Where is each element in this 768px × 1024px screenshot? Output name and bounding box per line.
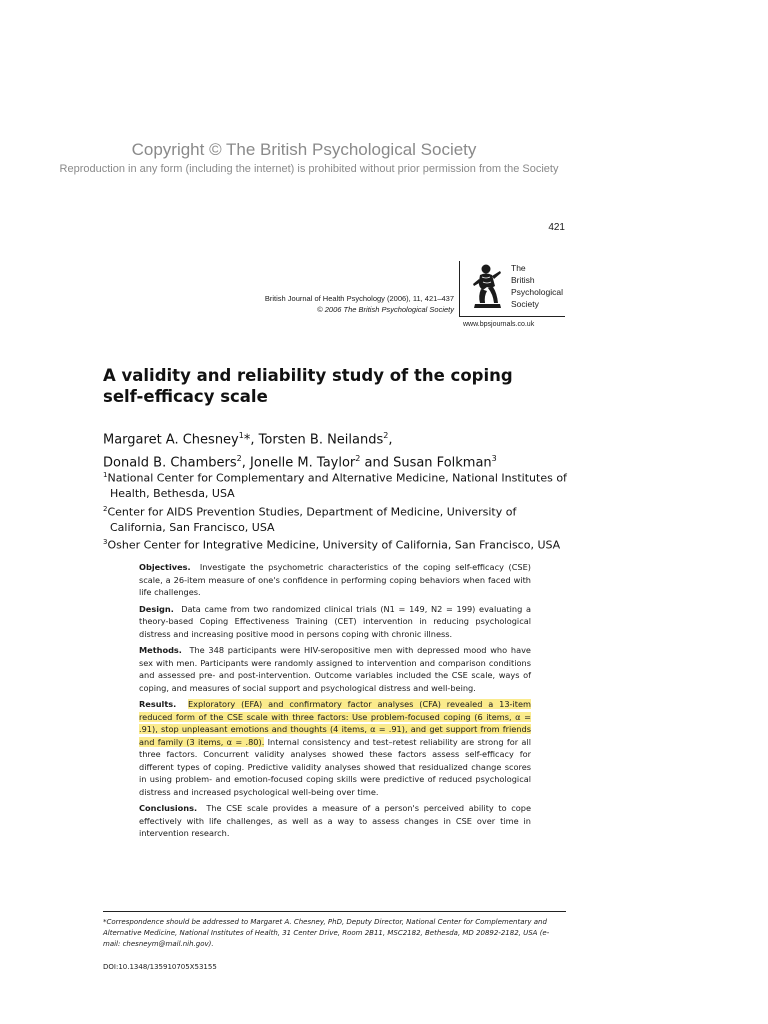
article-title bbox=[103, 365, 573, 407]
author-name: and Susan Folkman bbox=[360, 455, 492, 471]
abstract-label: Design. bbox=[139, 603, 174, 614]
abstract-text: The CSE scale provides a measure of a person's perceived ability to cope effectively with life challenges, as well as a way to assess changes in CSE over time in intervention research. bbox=[139, 803, 531, 838]
reproduction-notice: Reproduction in any form (including the internet) is prohibited without prior permission from the Society bbox=[59, 163, 559, 175]
affiliation bbox=[103, 468, 573, 502]
abstract-text: Investigate the psychometric characteristics of the coping self-efficacy (CSE) scale, a 26-item measure of one's confidence in performing coping behaviors when faced with life challenges. bbox=[139, 562, 531, 597]
author-name: Margaret A. Chesney bbox=[103, 432, 239, 448]
author-separator: , bbox=[241, 455, 246, 471]
author-affil-sup: 2 bbox=[236, 454, 242, 464]
corresponding-mark: *, bbox=[243, 432, 255, 448]
copyright-notice: Copyright © The British Psychological Society bbox=[131, 140, 477, 159]
author-affil-sup: 2 bbox=[355, 454, 361, 464]
author-list bbox=[103, 426, 573, 473]
article-title-line: self-efficacy scale bbox=[103, 387, 268, 406]
logo-divider-vertical bbox=[459, 261, 460, 317]
author-name: Donald B. Chambers bbox=[103, 455, 237, 471]
abstract-label: Methods. bbox=[139, 645, 182, 655]
abstract-label: Results. bbox=[139, 699, 177, 709]
affiliation-sup: 3 bbox=[103, 538, 108, 547]
society-line: Society bbox=[511, 299, 539, 309]
abstract-results bbox=[139, 698, 531, 798]
bps-emblem-icon bbox=[469, 262, 505, 312]
abstract-objectives bbox=[139, 561, 531, 599]
affiliations bbox=[103, 468, 573, 553]
affiliation bbox=[103, 535, 573, 553]
abstract-label: Conclusions. bbox=[139, 803, 198, 813]
journal-citation: British Journal of Health Psychology (2006), 11, 421–437 bbox=[264, 294, 454, 303]
highlighted-text: Exploratory (EFA) and confirmatory factor analyses (CFA) revealed a 13-item reduced form of the CSE scale with three factors: Use problem-focused coping (6 items, α = .91), stop unpleasant emotions and thoughts (4 items, α = .91), and get support from friends and family (3 items, α = .80). bbox=[139, 699, 531, 747]
affiliation-sup: 1 bbox=[103, 471, 108, 479]
affiliation-sup: 2 bbox=[103, 504, 108, 513]
affiliation-text: National Center for Complementary and Alternative Medicine, National Institutes of Health, Bethesda, USA bbox=[107, 471, 567, 501]
affiliation bbox=[103, 502, 573, 536]
abstract bbox=[139, 561, 531, 844]
society-line: Psychological bbox=[511, 287, 563, 297]
affiliation-text: Osher Center for Integrative Medicine, University of California, San Francisco, USA bbox=[107, 538, 561, 552]
abstract-text: Internal consistency and test–retest reliability are strong for all three factors. Concurrent validity analyses showed these factors assess self-efficacy for different types of coping. Predictive validity analyses showed that residualized change scores in using problem- and emotion-focused coping skills were predictive of reduced psychological distress and increased psychological well-being over time. bbox=[139, 736, 531, 797]
author-affil-sup: 1 bbox=[238, 431, 244, 440]
society-name bbox=[511, 262, 563, 310]
abstract-design bbox=[139, 603, 531, 641]
journal-copyright: © 2006 The British Psychological Society bbox=[317, 305, 454, 314]
abstract-text: Data came from two randomized clinical trials (N1 = 149, N2 = 199) evaluating a theory-based Coping Effectiveness Training (CET) intervention in reducing psychological distress and increasing positive mood in persons coping with chronic illness. bbox=[139, 603, 531, 639]
author-name: Jonelle M. Taylor bbox=[245, 455, 356, 471]
author-line bbox=[103, 426, 573, 449]
society-line: British bbox=[511, 275, 535, 285]
article-title-line: A validity and reliability study of the coping bbox=[103, 366, 513, 385]
page-number: 421 bbox=[548, 222, 565, 233]
abstract-label: Objectives. bbox=[139, 562, 191, 572]
correspondence-footnote: *Correspondence should be addressed to Margaret A. Chesney, PhD, Deputy Director, National Center for Complementary and Alternative Medicine, National Institutes of Health, 31 Center Drive, Room 2B11, MSC2182, Bethesda, MD 20892-2182, USA (e-mail: chesneym@mail.nih.gov). bbox=[103, 918, 550, 948]
journal-url[interactable]: www.bpsjournals.co.uk bbox=[463, 321, 535, 328]
author-separator: , bbox=[388, 432, 393, 448]
journal-citation-block bbox=[180, 293, 454, 315]
abstract-text: The 348 participants were HIV-seropositive men with depressed mood who have sex with men. Participants were randomly assigned to intervention and comparison conditions and assessed pre- and post-intervention. Outcome variables included the CSE scale, ways of coping, and measures of social support and psychological distress and well-being. bbox=[139, 645, 531, 693]
author-name: Torsten B. Neilands bbox=[254, 432, 384, 448]
footnote-divider bbox=[103, 911, 566, 912]
abstract-methods bbox=[139, 644, 531, 694]
society-line: The bbox=[511, 263, 526, 273]
logo-divider-horizontal bbox=[459, 316, 565, 317]
affiliation-text: Center for AIDS Prevention Studies, Department of Medicine, University of California, San Francisco, USA bbox=[107, 505, 517, 534]
abstract-conclusions bbox=[139, 802, 531, 840]
author-affil-sup: 3 bbox=[491, 454, 497, 464]
author-affil-sup: 2 bbox=[383, 431, 389, 440]
doi: DOI:10.1348/135910705X53155 bbox=[103, 963, 217, 971]
